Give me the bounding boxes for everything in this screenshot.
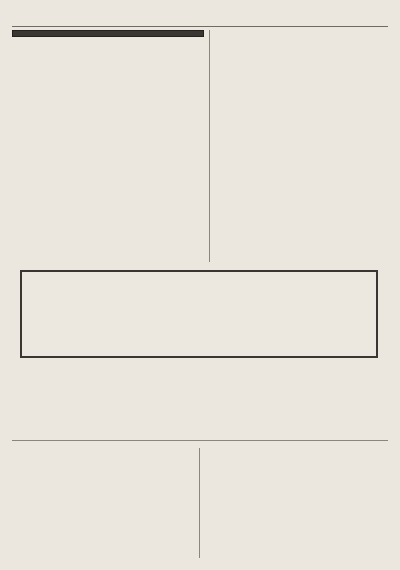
- advertisement-box: [20, 270, 378, 358]
- bottom-column-divider: [199, 448, 200, 558]
- running-header: [12, 10, 388, 24]
- bank-banner: [12, 30, 204, 37]
- section-rule: [12, 440, 388, 441]
- column-divider: [209, 30, 210, 262]
- header-rule: [12, 26, 388, 27]
- left-column: [12, 30, 204, 41]
